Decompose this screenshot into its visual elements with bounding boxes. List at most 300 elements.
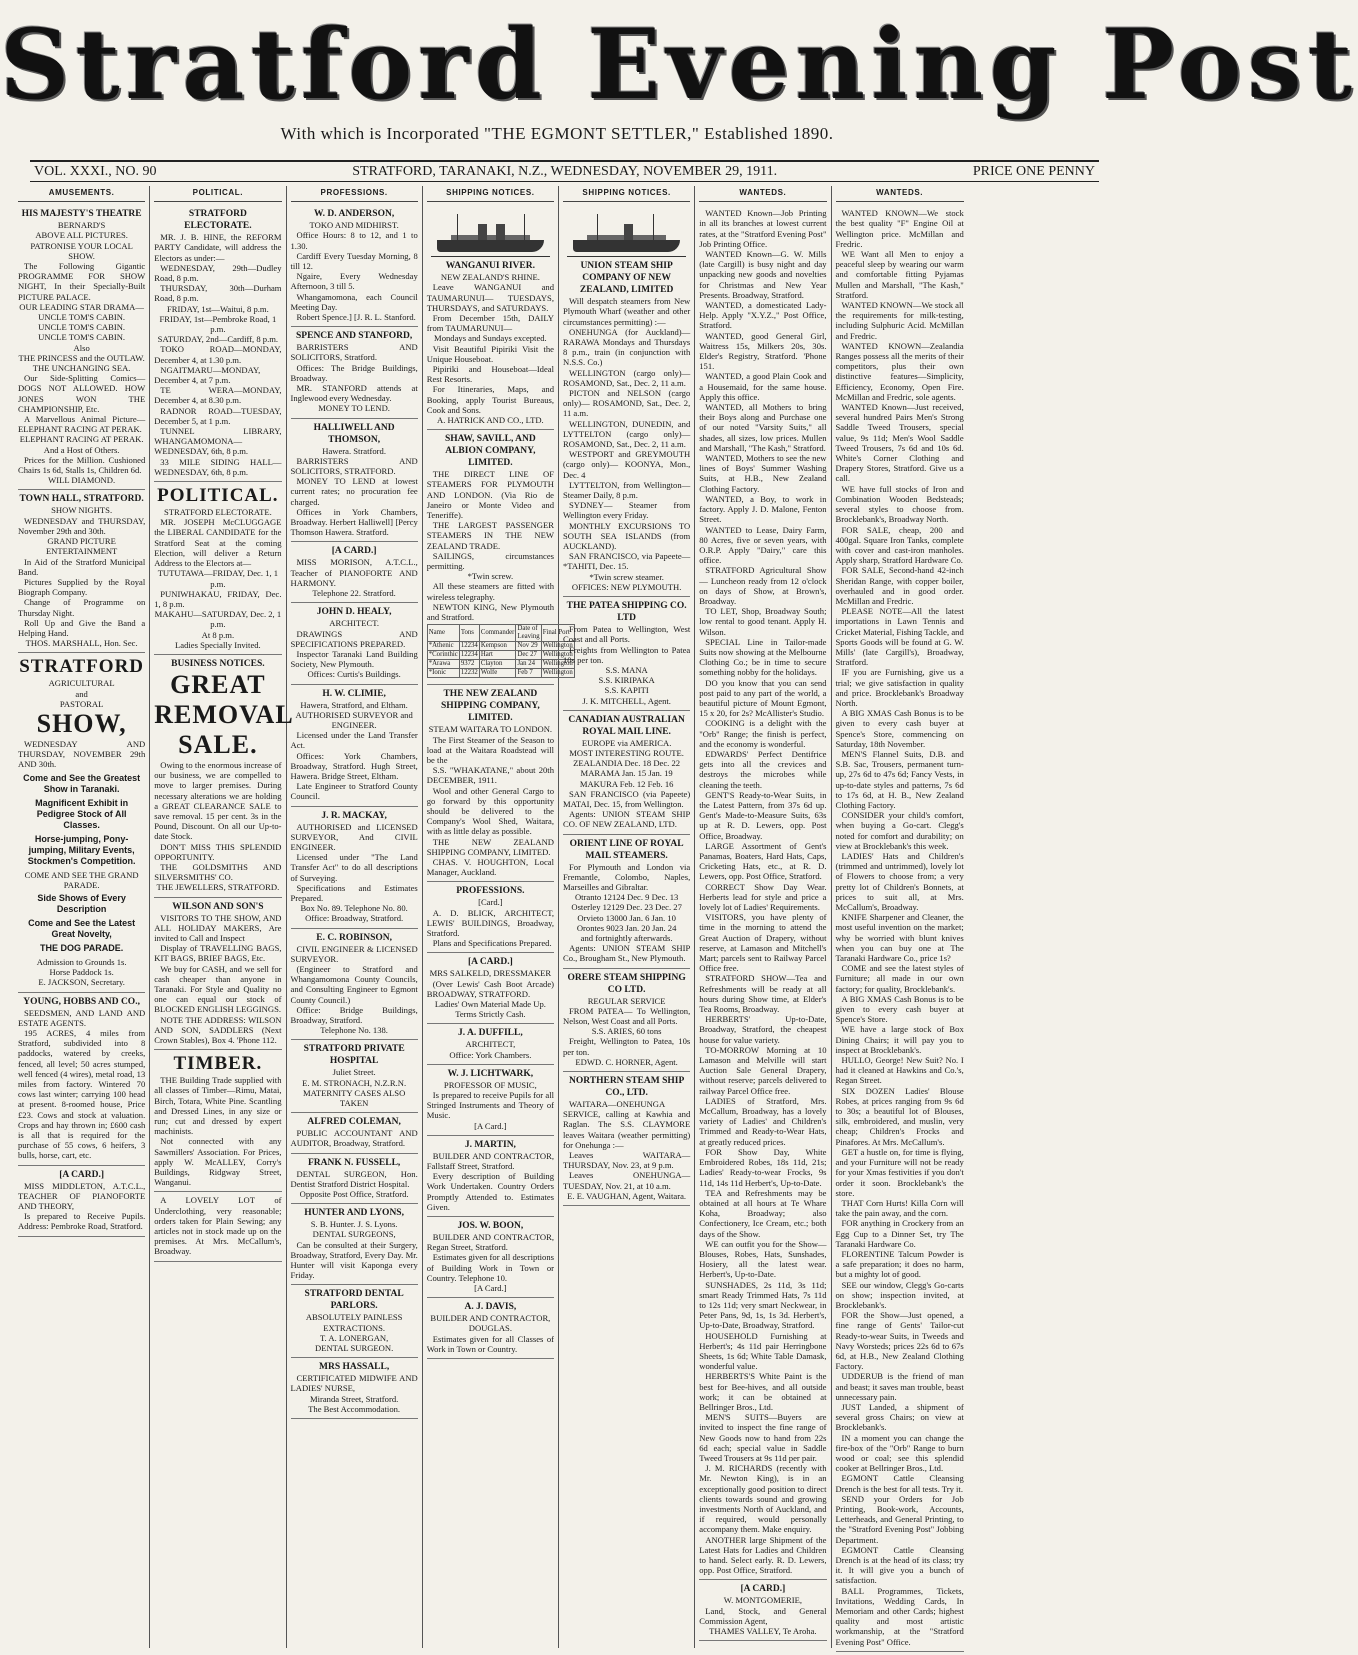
ad-line: WANTED KNOWN—Zealandia Ranges possess all the merits of their competitors, plus their own distinctive features—Simplicity, Efficiency, Economy, Open Fire. McMillan and Fredric, sole agents. [835,340,964,402]
ad-line: STRATFORD SHOW—Tea and Refreshments will be ready at all hours during Show time, at Elder's Tea Rooms, Broadway. [699,973,827,1015]
ad-line: MRS SALKELD, DRESSMAKER [429,968,552,979]
ad-line: Horse-jumping, Pony-jumping, Military Events, Stockmen's Competition. [27,833,136,866]
ad-line: Robert Spence.] [J. R. L. Stanford. [296,312,416,323]
table-cell: Jan 24 [516,660,541,669]
ad-line: Plans and Specifications Prepared. [432,938,552,949]
table-header-cell: Date of Leaving [517,625,540,641]
ad-line: WE can outfit you for the Show— Blouses, Robes, Hats, Sunshades, Hosiery, all the latest wear. Herbert's, Up-to-Date. [699,1238,827,1280]
ad-line: EDWD. C. HORNER, Agent. [575,1056,678,1067]
ad-line: Terms Strictly Cash. [455,1009,526,1020]
advertisement [154,898,281,1051]
advertisement [427,1065,554,1136]
advertisement [427,1298,554,1359]
table-cell: Wellington [542,651,573,659]
ad-title: J. R. MACKAY, [321,810,387,821]
table-cell: *Corinthic [428,651,458,659]
ad-line: Juliet Street. [332,1067,376,1078]
ad-line: STRATFORD Agricultural Show— Luncheon ready from 12 o'clock on days of Show, at Brown's, Broadway. [699,565,827,606]
ad-title: STRATFORD PRIVATE HOSPITAL [303,1044,405,1067]
ad-line: CERTIFICATED MIDWIFE AND LADIES' NURSE, [290,1373,418,1394]
column-6 [695,186,831,1648]
ad-title: E. C. ROBINSON, [316,932,392,943]
advertisement [291,1113,418,1153]
table-header-cell: Commander [479,625,516,642]
sailings-table [427,624,575,678]
ad-line: J. K. MITCHELL, Agent. [582,695,671,706]
ad-line: E. E. VAUGHAN, Agent, Waitara. [567,1190,687,1201]
ad-line: Magnificent Exhibit in Pedigree Stock of All Classes. [35,797,129,830]
newspaper-title: Stratford Evening Post [0,8,1358,121]
ad-line: FOR SALE, cheap, 200 and 400gal. Square Iron Tanks, complete with cover and cast-iron manholes. Apply sharp, Stratford Hardware Co. [835,524,964,566]
table-row [427,660,574,669]
ad-line: CONSIDER your child's comfort, when buying a Go-cart. Clegg's noted for comfort and durability; on view at Brocklebank's this week. [835,810,964,851]
ad-line: MOST INTERESTING ROUTE. [569,747,684,758]
ad-line: Display of TRAVELLING BAGS, KIT BAGS, BRIEF BAGS, Etc. [154,943,282,964]
column-3 [287,186,423,1648]
table-cell: Clayton [479,660,516,669]
ad-line: A BIG XMAS Cash Bonus is to be given to every cash buyer at Spence's Store. [835,993,964,1025]
ad-line: NEW ZEALAND'S RHINE. [440,272,540,283]
ad-line: WANTED, Mothers to see the new lines of Boys' Summer Washing Suits, at H.B., New Zealand Clothing Factory. [699,453,827,494]
ad-line: Is prepared to Receive Pupils. Address: Pembroke Road, Stratford. [18,1211,146,1232]
ad-line: Otranto 12124 Dec. 9 Dec. 13 [574,892,679,903]
volume-number: VOL. XXXI., NO. 90 [34,163,157,179]
table-row [427,651,574,660]
ad-line: MISS MIDDLETON, A.T.C.L., TEACHER OF PIANOFORTE AND THEORY, [18,1180,146,1212]
ad-line: [A Card.] [474,1120,507,1131]
table-cell: Dec 27 [516,651,541,660]
ad-line: Admission to Grounds 1s. [36,956,127,967]
ad-line: FOR Show Day, White Embroidered Robes, 18s 11d, 21s; Ladies' Ready-to-wear Frocks, 9s 11d, 14s 11d Herbert's, Up-to-Date. [699,1146,827,1188]
ad-line: and fortnightly afterwards. [580,932,673,943]
ad-line: MONTHLY EXCURSIONS TO SOUTH SEA ISLANDS (from AUCKLAND). [563,520,691,552]
advertisement [291,419,418,543]
ad-title: [A CARD.] [59,1169,105,1180]
ad-line: Estimates given for all Classes of Work in Town or Country. [426,1333,554,1354]
ad-line: RADNOR ROAD—TUESDAY, December 5, at 1 p.m. [154,405,282,426]
ad-line: W. MONTGOMERIE, [723,1595,802,1606]
ad-line: AGRICULTURAL [48,678,115,689]
ad-line: [A Card.] [474,1283,507,1294]
ad-line: ZEALANDIA Dec. 18 Dec. 22 [573,758,681,769]
ad-line: AUTHORISED and LICENSED SURVEYOR, And CIVIL ENGINEER. [290,821,418,852]
ad-line: S. B. Hunter. J. S. Lyons. [310,1219,398,1230]
column-4 [423,186,573,1648]
ad-line: A Marvellous Animal Picture— ELEPHANT RACING AT PERAK. [18,414,146,435]
ad-line: EDWARDS' Perfect Dentifrice gets into all the crevices and destroys the microbes while cleaning the teeth. [699,748,827,790]
ad-line: WANTED Known—Just received, several hundred Pairs Men's Strong Saddle Tweed Trousers, special value, 9s 11d; Men's Wool Saddle Tweed Trousers, 7s 6d and 10s 6d. White's Corner Clothing and Drapery Stores, Stratford. Give us a call. [835,402,964,484]
ad-line: EGMONT Cattle Cleansing Drench is the best for all tests. Try it. [835,1473,964,1494]
ad-line: HULLO, George! New Suit? No. I had it cleaned at Hawkins and Co.'s, Regan Street. [835,1055,964,1086]
advertisement [563,835,690,969]
ad-line: TOKO AND MIDHIRST. [309,220,399,231]
ad-line: 195 ACRES, 4 miles from Stratford, subdivided into 8 paddocks, watered by creeks, fenced, all level; 50 acres stumped, well fenced (4 wires), metal road, 13 miles from factory. Wintered 70 cows last winter; carrying 100 head at present. 8-roomed house, Price £23. Cows and stock at valuation. Crops and hay thrown in; £600 cash is all that is required for the purchase of 55 cows, 6 heifers, 3 bulls, horse, cart, etc. [18,1027,146,1161]
advertisement [291,1040,418,1113]
ad-line: SEEDSMEN, AND LAND AND ESTATE AGENTS. [18,1007,146,1028]
ad-line: Ladies' Own Material Made Up. [434,998,546,1009]
column-heading: WANTEDS. [699,186,826,202]
ad-line: Freight, Wellington to Patea, 10s per ton. [563,1036,691,1057]
ad-line: SAILINGS, circumstances permitting. [426,550,554,572]
ad-line: LADIES of Stratford, Mrs. McCallum, Broadway, has a lovely variety of Ladies' and Children's Trimmed and Ready-to-Wear Hats, at greatly reduced prices. [699,1095,827,1147]
ad-line: Licensed under the Land Transfer Act. [290,730,418,751]
ad-line: Also [73,342,90,353]
price: PRICE ONE PENNY [972,163,1095,179]
column-heading: SHIPPING NOTICES. [427,186,554,202]
advertisement [427,1024,554,1064]
ad-line: SEND your Orders for Job Printing, Book-work, Accounts, Letterheads, and General Printing, to the "Stratford Evening Post" Jobbing Department. [835,1493,964,1545]
advertisement [154,655,294,898]
ad-title: FRANK N. FUSSELL, [307,1157,401,1168]
column-heading: SHIPPING NOTICES. [563,186,690,202]
advertisement [291,542,418,603]
ad-line: S.S. KAPITI [604,685,649,696]
ad-line: PASTORAL [59,698,104,709]
ad-title: [A CARD.] [740,1584,786,1595]
ad-line: SALE. [178,729,258,759]
steamship-illustration [431,211,550,257]
ad-line: TEA and Refreshments may be obtained at all hours at Te Whare Koha, Broadway; also Confectionery, Ice Cream, etc.; both days of the Show. [699,1187,827,1239]
ad-line: THE Building Trade supplied with all classes of Timber—Rimu, Matai, Birch, Totara, White Pine. Scantling and Dressed Lines, in any size or run; cut and dressed by expert machinists. [154,1075,282,1137]
ad-line: BUILDER AND CONTRACTOR, Regan Street, Stratford. [426,1232,554,1253]
ad-line: Leave WANGANUI and TAUMARUNUI— TUESDAYS, THURSDAYS, and SATURDAYS. [426,282,554,313]
ad-line: WANTED, a good Plain Cook and a Housemaid, for the same house. Apply this office. [699,371,827,402]
ad-line: THE NEW ZEALAND SHIPPING COMPANY, LIMITED. [426,836,554,857]
ad-line: WANTED to Lease, Dairy Farm, 80 Acres, five or seven years, with O.R.P. Apply "Dairy," care this office. [699,524,827,566]
ad-line: Osterley 12129 Dec. 23 Dec. 27 [571,902,682,913]
ad-line: Owing to the enormous increase of our business, we are compelled to move to larger premises. During necessary alterations we are holding a GREAT CLEARANCE SALE to save removal. 15 per cent. 3s in the Pound, Discount. On all our Up-to-date Stock. [154,759,282,842]
dateline [30,160,1099,182]
ad-line: ANOTHER large Shipment of the Latest Hats for Ladies and Children to hand. Select early. R. D. Lewers, opp. Post Office, Stratford. [699,1534,827,1576]
advertisement [699,1580,826,1641]
ad-line: WAITARA—ONEHUNGA SERVICE, calling at Kawhia and Raglan. The S.S. CLAYMORE leaves Waitara (weather permitting) for Onehunga :— [563,1099,691,1150]
ad-line: UDDERUB is the friend of man and beast; it saves man trouble, beast unnecessary pain. [835,1371,964,1402]
ad-line: MATERNITY CASES ALSO TAKEN [302,1087,406,1109]
ad-line: EGMONT Cattle Cleansing Drench is at the head of its class; try it. It will give you a bunch of satisfaction. [835,1544,964,1586]
ad-line: WANTED KNOWN—We stock the best quality "F" Engine Oil at Wellington price. McMillan and Fredric. [835,208,964,249]
ad-line: Ngaire, Every Wednesday Afternoon, 3 till 5. [290,271,418,292]
ad-line: UNCLE TOM'S CABIN. [38,312,126,323]
advertisement [291,1204,418,1285]
ad-line: AUTHORISED SURVEYOR and ENGINEER. [295,709,413,730]
advertisement [291,685,418,807]
advertisement [154,205,281,482]
ad-line: Mondays and Sundays excepted. [434,333,547,344]
ad-line: WE Want all Men to enjoy a peaceful sleep by wearing our warm and comfortable fitting Pyjamas Mullen and Marshall, "The Kash," Stratford. [835,249,964,300]
ad-line: Come and See the Greatest Show in Taranaki. [23,772,141,794]
ad-line: THURSDAY, 30th—Durham Road, 8 p.m. [154,283,282,304]
advertisement [291,807,418,929]
table-cell: Kempson [479,642,516,651]
ad-line: PUBLIC ACCOUNTANT AND AUDITOR, Broadway, Stratford. [290,1128,418,1149]
ad-line: Ladies Specially Invited. [175,639,261,650]
table-row [427,669,574,678]
ad-line: PROFESSOR OF MUSIC, [443,1079,537,1090]
ad-title: SHAW, SAVILL, AND ALBION COMPANY, LIMITED. [444,434,536,469]
ad-line: S.S. ARIES, 60 tons [591,1026,662,1037]
ad-line: (Engineer to Stratford and Whangamomona County Councils, and Consulting Engineer to Egmont County Council.) [290,963,418,1005]
ad-line: UNCLE TOM'S CABIN. [38,322,126,333]
ad-line: (Over Lewis' Cash Boot Arcade) BROADWAY, STRATFORD. [426,978,554,999]
ad-line: BUILDER AND CONTRACTOR, DOUGLAS. [430,1313,551,1334]
ad-line: VISITORS, you have plenty of time in the morning to attend the Great Auction of Drapery, without reserve, at Lamason and Mitchell's Mart; parcels sent to Railway Parcel Office free. [699,912,827,974]
table-cell: 12234 [460,642,478,650]
ad-line: Estimates given for all descriptions of Building Work in Town or Country. Telephone 10. [426,1252,554,1283]
table-cell: 12232 [460,669,478,677]
ad-line: MAKURA Feb. 12 Feb. 16 [579,778,674,789]
ad-line: Not connected with any Sawmillers' Association. For Prices, apply W. McALLEY, Corry's Buildings, Ridgway Street, Wanganui. [154,1136,282,1188]
advertisement [563,205,690,597]
ad-line: For Plymouth and London via Fremantle, Colombo, Naples, Marseilles and Gibraltar. [563,861,691,892]
ad-line: 33 MILE SIDING HALL—WEDNESDAY, 6th, 8 p.m. [154,456,282,477]
ad-line: GENT'S Ready-to-Wear Suits, in the Latest Pattern, from 37s 6d up. Gent's Made-to-Measure Suits, 63s up at R. D. Lewers, opp. Post Office, Broadway. [699,789,827,841]
ad-line: THOS. MARSHALL, Hon. Sec. [25,638,138,649]
ad-line: EUROPE via AMERICA. [581,737,672,748]
ad-line: COME and see the latest styles of Furniture; all made in our own factory; for quality, Brocklebank's. [835,963,964,994]
newspaper-subtitle: With which is Incorporated "THE EGMONT SETTLER," Established 1890. [280,124,834,143]
ad-line: GET a hustle on, for time is flying, and your Furniture will not be ready for your Xmas festivities if you don't order it soon. Brocklebank's the store. [835,1146,964,1198]
ad-line: FOR anything in Crockery from an Egg Cup to a Dinner Set, try The Taranaki Hardware Co. [835,1218,964,1249]
ad-line: SATURDAY, 2nd—Cardiff, 8 p.m. [157,334,279,345]
ad-line: TO-MORROW Morning at 10 Lamason and Melville will start Auction Sale General Drapery, without reserve; parcels delivered to railway Parcel Office free. [699,1044,827,1096]
ad-line: DENTAL SURGEONS, [312,1229,396,1240]
ad-line: WELLINGTON (cargo only)— ROSAMOND, Sat., Dec. 2, 11 a.m. [563,367,691,388]
table-cell: Wellington [542,642,573,650]
ad-line: REGULAR SERVICE [587,995,666,1006]
advertisement [154,482,281,655]
ad-line: FROM PATEA— To Wellington, Nelson, West Coast and all Ports. [563,1005,691,1026]
ad-line: SUNSHADES, 2s 11d, 3s 11d; smart Ready Trimmed Hats, 7s 11d to 12s 11d; very smart Neckwear, in Peter Pans, 9d, 1s, 1s 3d. Herbert's, Up-to-Date, Broadway, Stratford. [699,1279,827,1331]
ad-line: S.S. MANA [605,664,648,675]
advertisement [563,1072,690,1206]
ad-line: THAT Corn Hurts! Killa Corn will take the pain away, and the corn. [835,1197,964,1219]
place-and-date: STRATFORD, TARANAKI, N.Z., WEDNESDAY, NOVEMBER 29, 1911. [352,163,778,179]
advertisement [563,969,690,1072]
advertisement [291,327,418,418]
ad-title: W. J. LICHTWARK, [447,1068,534,1079]
ad-line: NEWTON KING, New Plymouth and Stratford. [426,601,554,623]
ad-title: CANADIAN AUSTRALIAN ROYAL MAIL LINE. [568,714,685,737]
ad-line: Orvieto 13000 Jan. 6 Jan. 10 [577,912,676,923]
ad-line: SAN FRANCISCO, via Papeete— *TAHITI, Dec. 15. [563,551,691,572]
ad-line: KNIFE Sharpener and Cleaner, the most useful invention on the market; why be worried with blunt knives when you can buy one at The Taranaki Hardware Co., price 1s? [835,912,964,964]
ad-line: SIX DOZEN Ladies' Blouse Robes, at prices ranging from 9s 6d to 30s; a beautiful lot of Blouses, silk, embroidered, and muslin, very cheap; Children's Frocks and Pinafores. At Mrs. McCallum's. [835,1085,964,1147]
ad-line: Hawera. Stratford. [322,445,386,456]
ad-line: TUNNEL LIBRARY, WHANGAMOMONA—WEDNESDAY, 6th, 8 p.m. [154,426,282,457]
ad-line: FRIDAY, 1st—Waitui, 8 p.m. [167,303,269,314]
ad-line: Opposite Post Office, Stratford. [299,1189,409,1200]
ad-line: CORRECT Show Day Wear. Herberts lead for style and price a lovely lot of Ladies' Requirements. [699,881,827,913]
ad-title: [A CARD.] [467,957,513,968]
table-cell: 12234 [460,651,478,659]
ad-line: ARCHITECT, [465,1039,516,1050]
ad-title: TIMBER. [173,1053,263,1075]
column-heading: PROFESSIONS. [291,186,418,202]
ad-title: ALFRED COLEMAN, [307,1117,401,1128]
advertisement [836,205,964,1652]
table-header-cell: Tons [459,625,479,642]
ad-line: *Twin screw steamer. [589,571,664,582]
ad-line: *Twin screw. [467,571,514,582]
ad-line: SHOW NIGHTS. [51,505,113,516]
ad-line: PATRONISE YOUR LOCAL SHOW. [30,240,133,261]
ad-line: DRAWINGS AND SPECIFICATIONS PREPARED. [290,628,418,649]
ad-line: E. JACKSON, Secretary. [38,977,125,988]
ad-line: Telephone No. 138. [320,1025,388,1036]
advertisement [291,1154,418,1205]
ad-line: FOR SALE, Second-hand 42-inch Sheridan Range, with copper boiler, overhauled and in good order. McMillan and Fredric. [835,565,964,606]
ad-line: IF you are Furnishing, give us a trial; we give satisfaction in quality and price. Brocklebank's Broadway North. [835,667,964,708]
ad-title: STRATFORD ELECTORATE. [184,209,252,232]
ad-line: TOKO ROAD—MONDAY, December 4, at 1.30 p.m. [154,344,282,365]
ad-line: TUTUTAWA—FRIDAY, Dec. 1, 1 p.m. [157,568,279,589]
ad-title: SPENCE AND STANFORD, [296,331,413,342]
advertisement [427,685,554,882]
table-cell: Hart [479,651,516,660]
ad-line: In Aid of the Stratford Municipal Band. [18,556,146,577]
ad-line: MONEY TO LEND at lowest current rates; no procuration fee charged. [290,476,418,507]
ad-line: From December 15th, DAILY from TAUMARUNUI— [426,313,554,334]
ad-line: COME AND SEE THE GRAND PARADE. [24,869,139,890]
ad-line: Late Engineer to Stratford County Council. [290,781,418,802]
ad-line: Licensed under "The Land Transfer Act" to do all descriptions of Surveying. [290,852,418,883]
ad-line: BARRISTERS AND SOLICITORS, STRATFORD. [290,455,418,477]
ad-title: J. MARTIN, [464,1139,516,1150]
ad-line: THAMES VALLEY, Te Aroha. [709,1626,817,1637]
ad-line: SPECIAL Line in Tailor-made Suits now showing at the Melbourne Clothing Co.; be in time to secure something nobby for the holidays. [699,636,827,678]
ad-line: IN a moment you can change the fire-box of the "Orb" Range to burn wood or coal; see this splendid cooker at Bellringer Bros., Ltd. [835,1432,964,1474]
ad-line: Pipiriki and Houseboat—Ideal Rest Resorts. [426,364,554,385]
column-5 [559,186,695,1648]
column-heading: POLITICAL. [154,186,281,202]
ad-line: OFFICES: NEW PLYMOUTH. [571,581,682,592]
ad-title: PROFESSIONS. [456,886,525,897]
ad-line: WANTED Known—Job Printing in all its branches at lowest current rates, at the "Stratford Evening Post" Job Printing Office. [699,208,827,249]
ad-line: WE have a large stock of Box Dining Chairs; it will pay you to inspect at Brocklebank's. [835,1024,964,1055]
ad-line: BALL Programmes, Tickets, Invitations, Wedding Cards, In Memoriam and other Cards; highest quality and most artistic workmanship, at the "Stratford Evening Post" Office. [835,1585,964,1647]
ad-line: GRAND PICTURE ENTERTAINMENT [45,536,118,557]
table-cell: *Arawa [427,660,459,669]
ad-line: Change of Programme on Thursday Night. [18,597,146,618]
ad-line: Our Side-Splitting Comics— DOGS NOT ALLOWED. HOW JONES WON THE CHAMPIONSHIP, Etc. [18,373,146,414]
ad-line: WILL DIAMOND. [48,475,116,486]
ad-line: Offices: Curtis's Buildings. [307,669,401,680]
ad-line: Specifications and Estimates Prepared. [290,882,418,903]
advertisement [427,205,554,430]
ad-line: THE UNCHANGING SEA. [32,363,131,374]
ad-line: WEDNESDAY and THURSDAY, November 29th and 30th. [18,515,146,536]
ad-line: LADIES' Hats and Children's (trimmed and untrimmed), lovely lot of Flowers to choose from; a very pretty lot of Children's Bonnets, at prices to suit all, at Mrs. McCallum's, Broadway. [835,851,964,913]
ad-line: Offices in York Chambers, Broadway. Herbert Halliwell] [Percy Thomson Hawera. Stratford. [290,506,418,538]
advertisement [154,1192,281,1261]
ad-line: NGAITMARU—MONDAY, December 4, at 7 p.m. [154,364,261,386]
ad-line: CHAS. V. HOUGHTON, Local Manager, Auckland. [426,856,554,878]
ad-title: JOS. W. BOON, [457,1221,524,1232]
ad-line: WANTED, a domesticated Lady-Help. Apply "X.Y.Z.," Post Office, Stratford. [699,300,827,331]
advertisement [426,430,573,685]
advertisement [291,1358,418,1419]
ad-line: STEAM WAITARA TO LONDON. [428,724,553,735]
ad-line: WELLINGTON, DUNEDIN, and LYTTELTON (cargo only)— ROSAMOND, Sat., Dec. 2, 11 a.m. [563,418,691,450]
ad-line: BARRISTERS AND SOLICITORS, Stratford. [290,342,418,363]
column-heading: AMUSEMENTS. [18,186,145,202]
ad-line: Agents: UNION STEAM SHIP CO. OF NEW ZEALAND, LTD. [563,809,691,830]
ad-line: Inspector Taranaki Land Building Society, New Plymouth. [290,648,418,670]
ad-line: We buy for CASH, and we sell for cash cheaper than anyone in Taranaki. For Style and Quality no one can equal our stock of BLOCKED ENGLISH LEGGINGS. [154,963,282,1015]
ad-line: WANTED, all Mothers to bring their Boys along and Purchase one of our noted "Varsity Suits," all shades, all sizes, low prices. Mullen and Marshall, "The Kash," Stratford. [699,402,827,453]
ad-line: LYTTELTON, from Wellington— Steamer Daily, 8 p.m. [563,479,691,501]
ad-line: At 8 p.m. [201,629,235,640]
ad-line: DENTAL SURGEON, Hon. Dentist Stratford District Hospital. [290,1168,418,1189]
table-cell: Wellington [542,669,573,677]
ad-line: THE PRINCESS and the OUTLAW. [18,352,145,363]
ad-line: A. HATRICK AND CO., LTD. [437,415,544,426]
ad-line: The Following Gigantic PROGRAMME FOR SHOW NIGHT, In their Specially-Built PICTURE PALACE. [18,261,146,302]
ad-line: Office: York Chambers. [449,1049,532,1060]
ad-line: SYDNEY— Steamer from Wellington every Friday. [563,500,691,521]
ad-line: MONEY TO LEND. [318,403,390,414]
ad-line: UNCLE TOM'S CABIN. [38,332,126,343]
ad-line: Orontes 9023 Jan. 20 Jan. 24 [576,922,677,933]
ad-line: REMOVAL [154,699,294,729]
ad-line: DO you know that you can send post paid to any part of the world, a beautiful picture of Mount Egmont, 15 x 20, for 2s? McAllister's Studio. [699,677,827,719]
ad-line: Agents: UNION STEAM SHIP Co., Brougham St., New Plymouth. [563,943,691,964]
ad-line: LARGE Assortment of Gent's Panamas, Boaters, Hard Hats, Caps, Cricketing Hats, etc., at R. D. Lewers, opp. Post Office, Stratford. [699,840,827,882]
advertisement [291,603,418,684]
ad-line: PLEASE NOTE—All the latest importations in Lawn Tennis and Cricket Material, Fishing Tackle, and Sports Goods will be found at G. W. Mills' (late Cargill's), Broadway, Stratford. [835,606,964,668]
column-heading: WANTEDS. [836,186,964,202]
ad-line: Roll Up and Give the Band a Helping Hand. [18,617,146,638]
ad-title: J. A. DUFFILL, [458,1028,523,1039]
ad-line: FLORENTINE Talcum Powder is a safe preparation; it does no harm, but a mighty lot of good. [835,1248,964,1280]
ad-line: E. M. STRONACH, N.Z.R.N. [302,1077,407,1088]
ad-line: Visit Beautiful Pipiriki Visit the Unique Houseboat. [426,343,554,364]
ad-line: GREAT [170,669,266,699]
ad-line: Leaves WAITARA— THURSDAY, Nov. 23, at 9 p.m. [563,1150,691,1171]
ad-line: Hawera, Stratford, and Eltham. [300,699,408,710]
ad-title: THE PATEA SHIPPING CO. LTD [566,601,687,624]
advertisement [563,711,690,835]
advertisement [18,1166,145,1237]
ad-line: ABOVE ALL PICTURES. [35,230,128,241]
table-cell: Wolfe [479,669,516,678]
table-header-cell: Name [427,625,459,642]
table-row [427,642,574,651]
column-1 [14,186,150,1648]
ad-title: THE NEW ZEALAND SHIPPING COMPANY, LIMITED. [441,689,540,724]
advertisement [563,597,690,711]
ad-line: Side Shows of Every Description [37,892,126,914]
ad-line: Office Hours: 8 to 12, and 1 to 1.30. [290,230,418,251]
ad-line: HERBERTS'S White Paint is the best for Bee-hives, and all outside work; it can be obtained at Bellringer Bros., Ltd. [699,1371,827,1412]
ad-line: WESTPORT and GREYMOUTH (cargo only)— KOONYA, Mon., Dec. 4 [563,449,691,480]
ad-line: CIVIL ENGINEER & LICENSED SURVEYOR. [290,943,418,964]
advertisement [154,1050,281,1192]
ad-line: THE DOG PARADE. [39,942,124,953]
advertisement [699,205,826,1580]
ad-line: All these steamers are fitted with wireless telegraphy. [426,581,554,602]
ad-line: MEN'S SUITS—Buyers are invited to inspect the fine range of New Goods now to hand from 22s 6d each; special value in Saddle Tweed Trousers at 9s 11d per pair. [699,1412,827,1463]
ad-line: A. D. BLICK, ARCHITECT, LEWIS' BUILDINGS, Broadway, Stratford. [426,907,554,938]
ad-line: PICTON and NELSON (cargo only)— ROSAMOND, Sat., Dec. 2, 11 a.m. [563,388,691,419]
ad-title: HUNTER AND LYONS, [304,1208,404,1219]
table-cell: *Athenic [427,642,459,651]
advertisement [427,1217,554,1298]
ad-line: TO LET, Shop, Broadway South; low rental to good tenant. Apply H. Wilson. [699,606,827,637]
steamship-illustration [567,211,686,257]
ad-line: WE have full stocks of Iron and Combination Wooden Bedsteads; several styles to choose from. Brocklebank's, Broadway North. [835,483,964,525]
ad-title: HIS MAJESTY'S THEATRE [21,209,142,220]
